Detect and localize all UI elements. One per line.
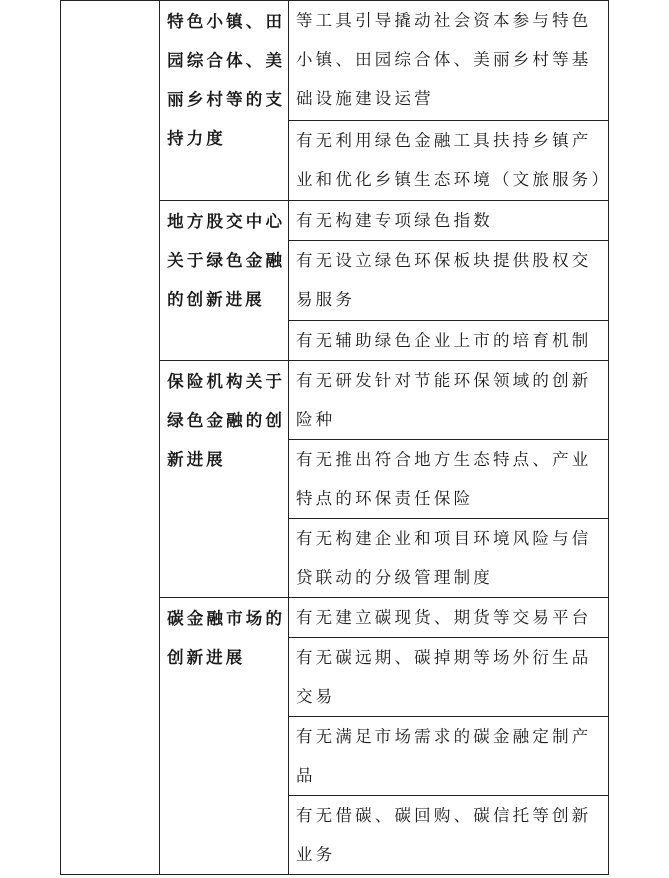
item-cell <box>288 717 608 796</box>
item-cell <box>288 440 608 519</box>
item-label: 有无建立碳现货、期货等交易平台 <box>295 608 592 627</box>
item-cell <box>288 519 608 598</box>
item-cell <box>288 361 608 440</box>
item-cell <box>288 1 608 121</box>
criterion-cell <box>160 201 289 361</box>
criterion-cell <box>160 361 289 598</box>
evaluation-table <box>60 0 612 875</box>
item-label: 有无辅助绿色企业上市的培育机制 <box>295 331 592 350</box>
item-label: 有无满足市场需求的碳金融定制产品 <box>295 727 592 785</box>
item-label: 有无碳远期、碳掉期等场外衍生品交易 <box>295 648 592 706</box>
item-label: 有无研发针对节能环保领域的创新险种 <box>295 371 592 429</box>
item-cell <box>288 598 608 638</box>
item-cell <box>288 796 608 875</box>
item-cell <box>288 201 608 241</box>
item-label: 有无推出符合地方生态特点、产业特点的环保责任保险 <box>295 450 592 508</box>
item-cell <box>288 638 608 717</box>
criterion-label: 碳金融市场的创新进展 <box>167 609 285 667</box>
category-cell <box>61 1 160 875</box>
criterion-cell <box>160 598 289 875</box>
item-label: 有无借碳、碳回购、碳信托等创新业务 <box>295 806 592 864</box>
item-label: 有无构建专项绿色指数 <box>295 211 493 230</box>
criterion-cell <box>160 1 289 201</box>
criterion-label: 特色小镇、田园综合体、美丽乡村等的支持力度 <box>167 12 285 148</box>
table-row <box>61 1 609 121</box>
item-label: 等工具引导撬动社会资本参与特色小镇、田园综合体、美丽乡村等基础设施建设运营 <box>295 11 592 108</box>
item-label: 有无构建企业和项目环境风险与信贷联动的分级管理制度 <box>295 529 592 587</box>
item-label: 有无设立绿色环保板块提供股权交易服务 <box>295 251 592 309</box>
item-cell <box>288 321 608 361</box>
item-cell <box>288 121 612 201</box>
criterion-label: 地方股交中心关于绿色金融的创新进展 <box>167 212 285 309</box>
item-label: 有无利用绿色金融工具扶持乡镇产业和优化乡镇生态环境（文旅服务） <box>295 131 612 189</box>
item-cell <box>288 241 608 321</box>
criterion-label: 保险机构关于绿色金融的创新进展 <box>167 372 285 469</box>
